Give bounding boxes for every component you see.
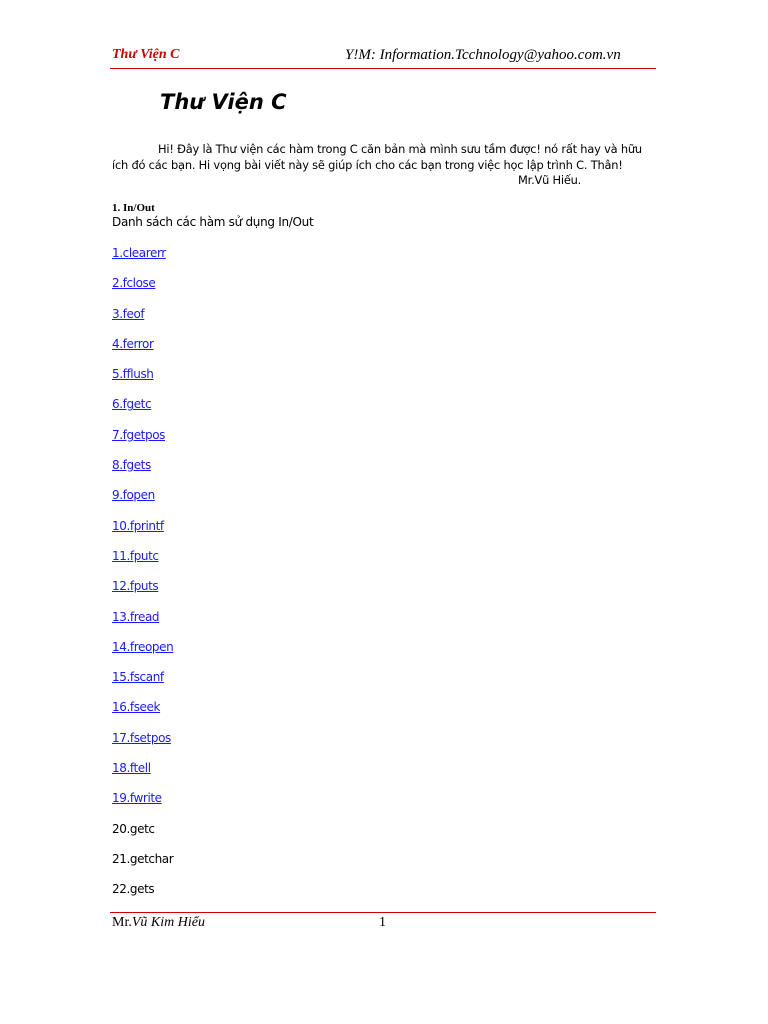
function-link[interactable]: 9.fopen <box>112 488 155 503</box>
list-item <box>112 791 173 821</box>
footer-author-name: Vũ Kim Hiểu <box>131 915 205 930</box>
list-item <box>112 367 173 397</box>
list-item <box>112 276 173 306</box>
list-item <box>112 488 173 518</box>
list-item <box>112 579 173 609</box>
page-number: 1 <box>379 915 386 930</box>
function-link[interactable]: 4.ferror <box>112 336 154 351</box>
footer-rule <box>110 912 656 913</box>
function-link[interactable]: 5.fflush <box>112 367 154 382</box>
list-item <box>112 519 173 549</box>
list-item <box>112 246 173 276</box>
list-item <box>112 397 173 427</box>
function-link[interactable]: 7.fgetpos <box>112 427 165 442</box>
intro-paragraph <box>112 142 662 189</box>
function-link[interactable]: 12.fputs <box>112 579 159 594</box>
intro-line-1: Hi! Đây là Thư viện các hàm trong C căn bản mà mình sưu tầm được! nó rất hay và hữu <box>158 142 642 156</box>
list-item <box>112 337 173 367</box>
function-label: 22.gets <box>112 882 155 897</box>
function-link[interactable]: 2.fclose <box>112 276 156 291</box>
function-link[interactable]: 3.feof <box>112 306 145 321</box>
footer-author <box>112 915 205 931</box>
function-link[interactable]: 11.fputc <box>112 548 159 563</box>
list-item <box>112 670 173 700</box>
list-item <box>112 700 173 730</box>
footer-author-prefix: Mr. <box>112 915 132 930</box>
function-link[interactable]: 6.fgetc <box>112 397 152 412</box>
function-link[interactable]: 19.fwrite <box>112 791 162 806</box>
function-link[interactable]: 15.fscanf <box>112 670 164 685</box>
function-link[interactable]: 17.fsetpos <box>112 730 171 745</box>
list-item <box>112 761 173 791</box>
header-title: Thư Viện C <box>112 47 180 62</box>
header-contact: Y!M: Information.Tcchnology@yahoo.com.vn <box>345 47 621 63</box>
section-description: Danh sách các hàm sử dụng In/Out <box>112 215 314 229</box>
header-rule <box>110 68 656 69</box>
list-item <box>112 549 173 579</box>
function-link[interactable]: 1.clearerr <box>112 246 166 260</box>
intro-line-2: ích đó các bạn. Hi vọng bài viết này sẽ giúp ích cho các bạn trong việc học lập trình C. Thân! <box>112 157 623 172</box>
function-link[interactable]: 10.fprintf <box>112 518 164 533</box>
function-label: 20.getc <box>112 821 155 836</box>
list-item <box>112 307 173 337</box>
list-item <box>112 852 173 882</box>
function-link[interactable]: 8.fgets <box>112 458 151 473</box>
page-title: Thư Viện C <box>160 90 287 114</box>
list-item <box>112 610 173 640</box>
list-item <box>112 458 173 488</box>
list-item <box>112 640 173 670</box>
function-link[interactable]: 14.freopen <box>112 639 174 654</box>
intro-signature: Mr.Vũ Hiếu. <box>518 173 582 187</box>
list-item <box>112 428 173 458</box>
list-item <box>112 882 173 912</box>
function-label: 21.getchar <box>112 851 174 866</box>
list-item <box>112 822 173 852</box>
function-link[interactable]: 16.fseek <box>112 700 161 715</box>
function-link[interactable]: 13.fread <box>112 609 160 624</box>
function-link[interactable]: 18.ftell <box>112 761 151 776</box>
list-item <box>112 731 173 761</box>
function-list <box>112 246 173 913</box>
section-heading: 1. In/Out <box>112 202 155 214</box>
